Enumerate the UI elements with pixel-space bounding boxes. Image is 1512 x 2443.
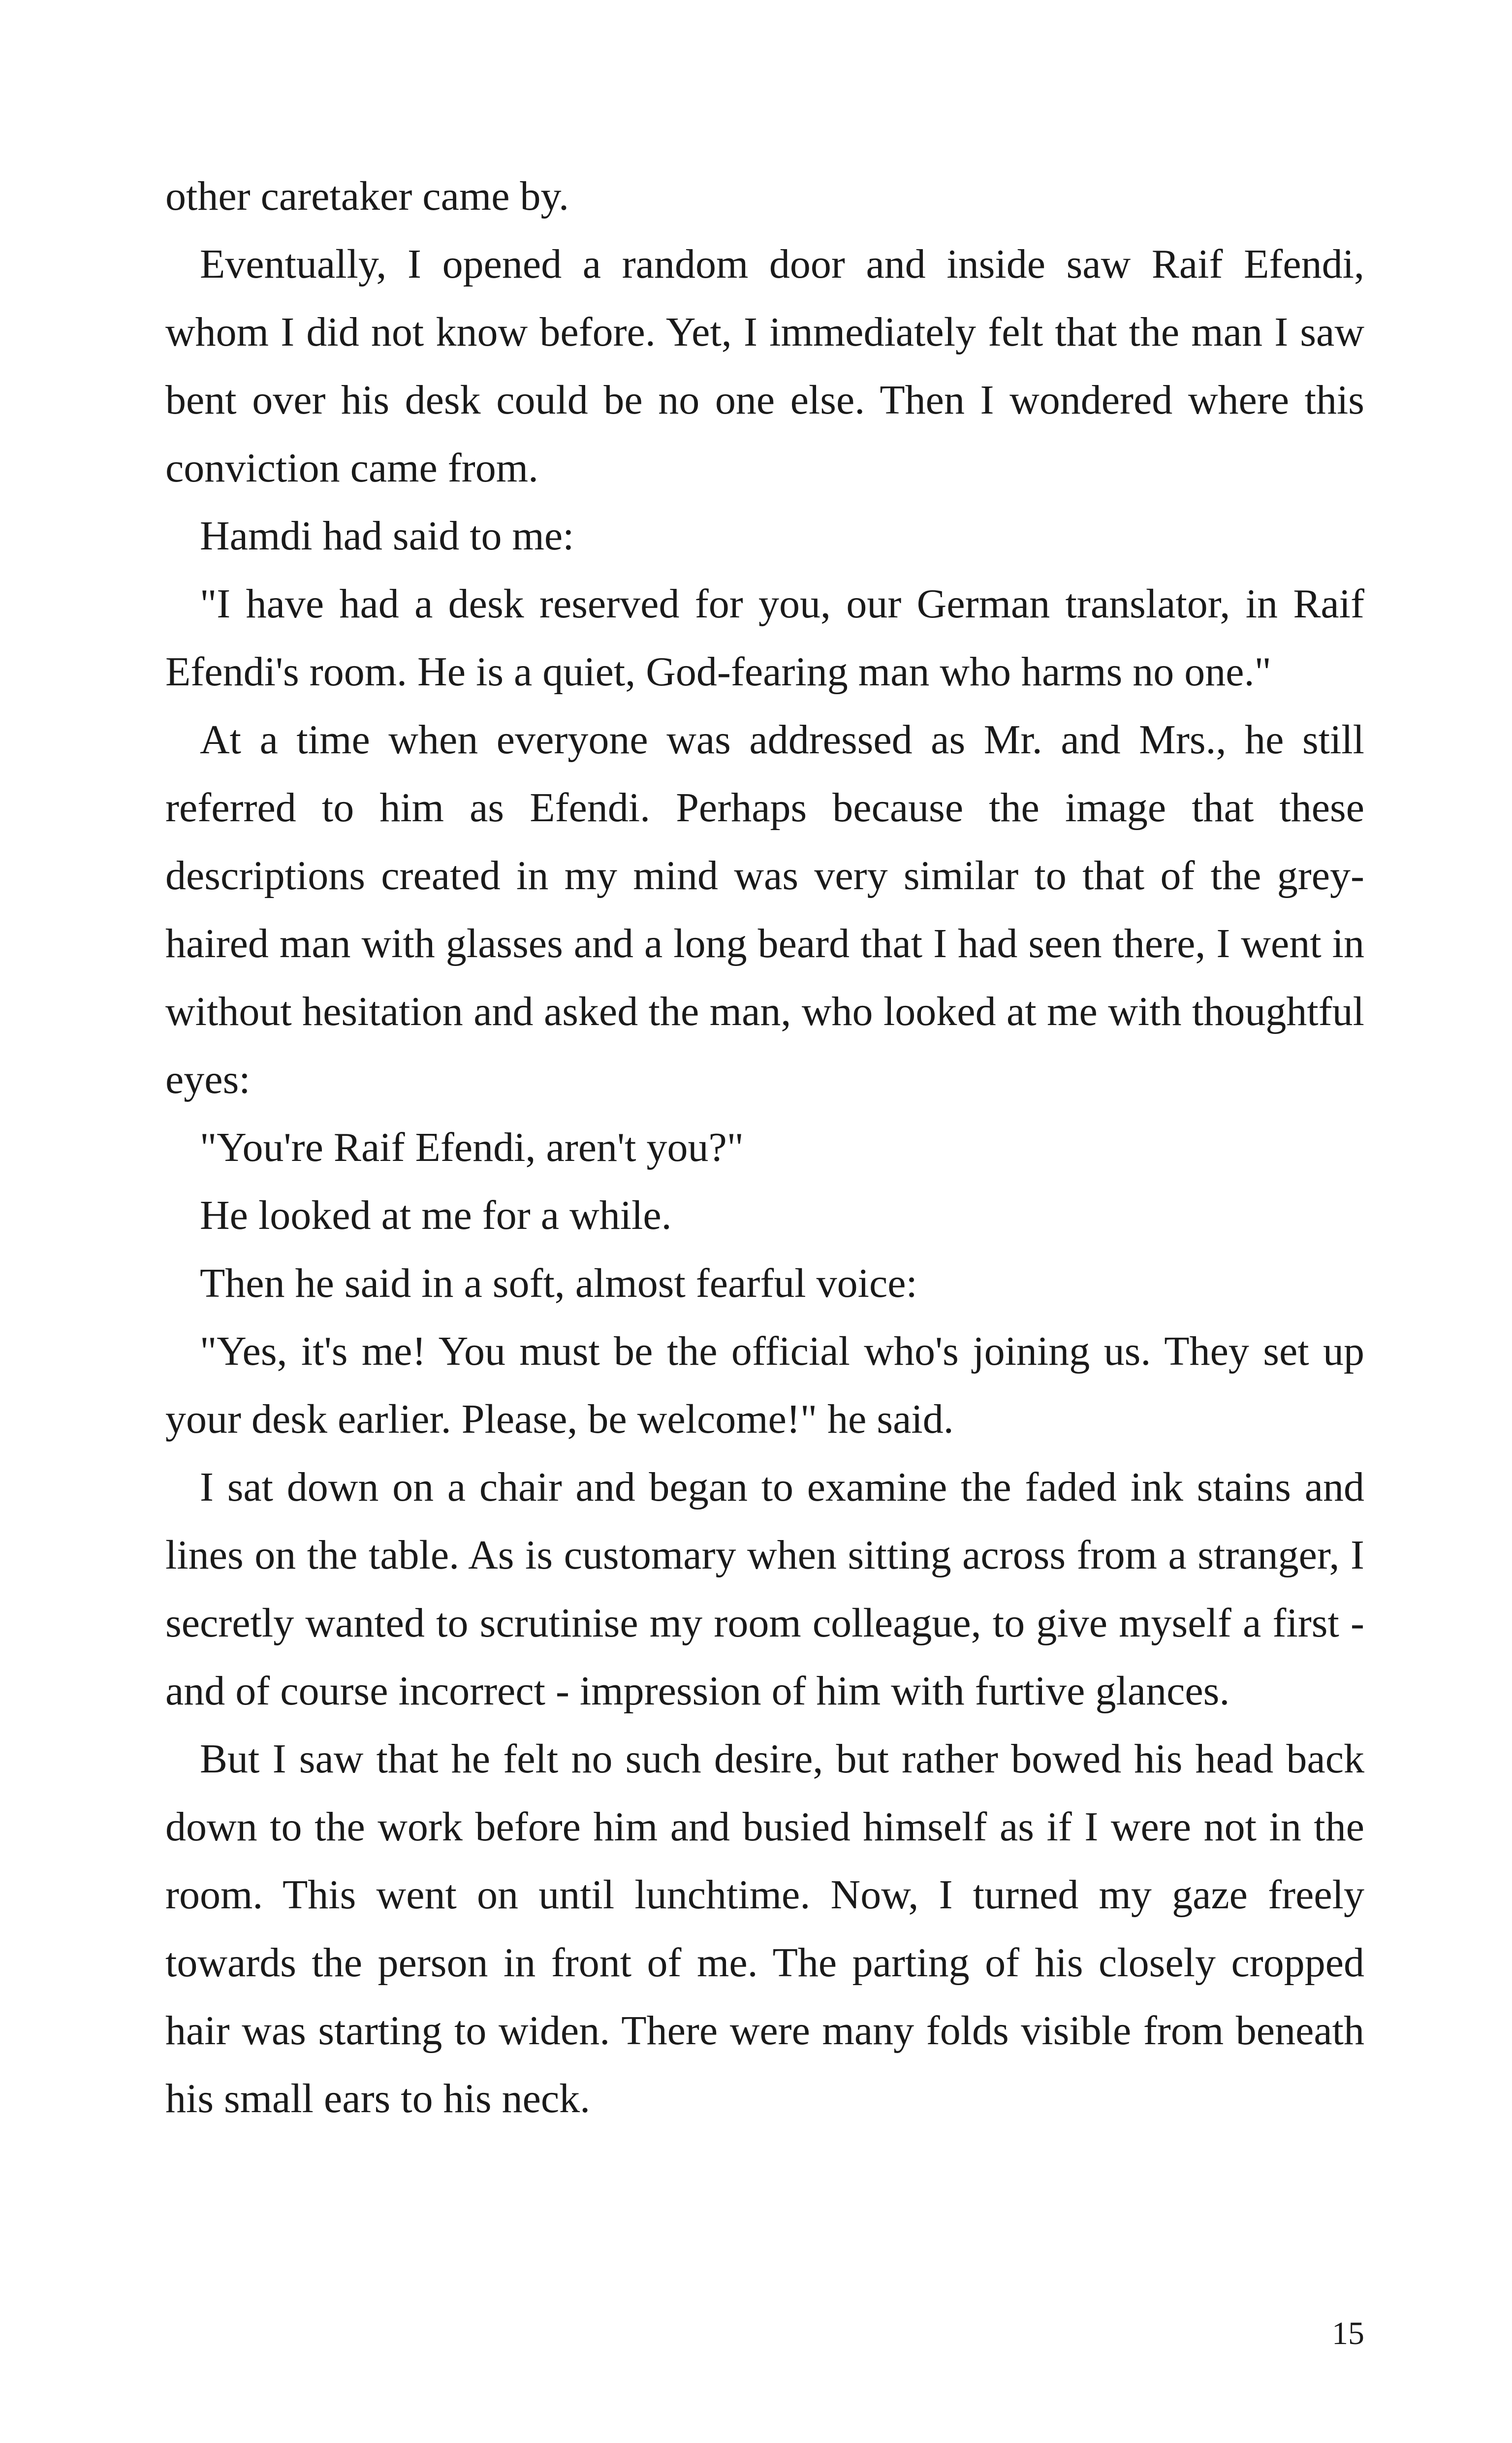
paragraph: "You're Raif Efendi, aren't you?" — [200, 1125, 744, 1170]
body-text — [165, 162, 1364, 2133]
paragraph: At a time when everyone was addressed as Mr. and Mrs., he still referred to him as Efendi. Perhaps because the image that these descriptions created in my mind was very similar to that of the grey-haired man with glasses and a long beard that I had seen there, I went in without hesitation and asked the man, who looked at me with thoughtful eyes: — [165, 717, 1364, 1102]
paragraph: Then he said in a soft, almost fearful voice: — [200, 1260, 917, 1306]
paragraph: But I saw that he felt no such desire, but rather bowed his head back down to the work before him and busied himself as if I were not in the room. This went on until lunchtime. Now, I turned my gaze freely towards the person in front of me. The parting of his closely cropped hair was starting to widen. There were many folds visible from beneath his small ears to his neck. — [165, 1736, 1364, 2122]
paragraph: Eventually, I opened a random door and inside saw Raif Efendi, whom I did not know before. Yet, I immediately felt that the man I saw bent over his desk could be no one else. Then I wondered where this conviction came from. — [165, 241, 1364, 491]
paragraph: "Yes, it's me! You must be the official who's joining us. They set up your desk earlier. Please, be welcome!" he said. — [165, 1328, 1364, 1442]
paragraph: He looked at me for a while. — [200, 1192, 672, 1238]
paragraph-continued: other caretaker came by. — [165, 173, 569, 219]
paragraph: Hamdi had said to me: — [200, 513, 574, 559]
paragraph: "I have had a desk reserved for you, our German translator, in Raif Efendi's room. He is a quiet, God-fearing man who harms no one." — [165, 581, 1364, 695]
paragraph: I sat down on a chair and began to examine the faded ink stains and lines on the table. As is customary when sitting across from a stranger, I secretly wanted to scrutinise my room colleague, to give myself a first - and of course incorrect - impression of him with furtive glances. — [165, 1464, 1364, 1714]
page-number: 15 — [1332, 2315, 1364, 2351]
